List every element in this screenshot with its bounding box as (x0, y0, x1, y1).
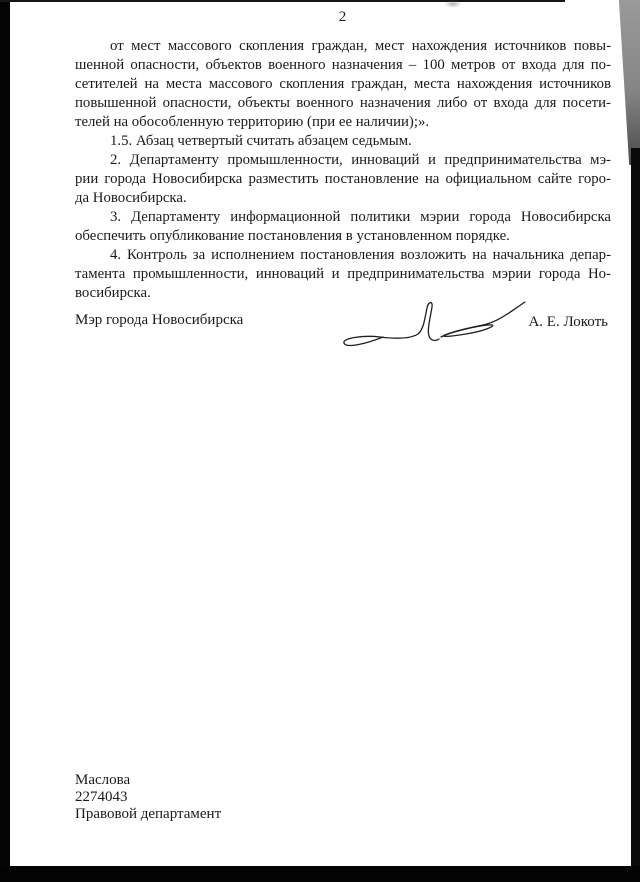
page-number: 2 (338, 9, 347, 25)
executor-line: Маслова (75, 772, 131, 788)
body-line: повышенной опасности, объекты военного назначения либо от входа для посети- (75, 95, 611, 111)
scan-smudge (444, 0, 462, 8)
body-line: 2. Департаменту промышленности, инноваций и предпринимательства мэ- (110, 152, 611, 168)
body-line: 4. Контроль за исполнением постановления возложить на начальника депар- (110, 247, 611, 263)
signer-title: Мэр города Новосибирска (75, 312, 244, 328)
body-line: обеспечить опубликование постановления в установленном порядке. (75, 228, 510, 244)
body-line: телей на обособленную территорию (при ее наличии);». (75, 114, 430, 130)
body-line: восибирска. (75, 285, 151, 301)
scan-edge-left (0, 0, 10, 882)
body-line: рии города Новосибирска разместить постановление на официальном сайте горо- (75, 171, 611, 187)
document-body (75, 37, 611, 303)
body-line: 1.5. Абзац четвертый считать абзацем седьмым. (110, 133, 412, 149)
body-line: да Новосибирска. (75, 190, 187, 206)
scan-edge-right-shadow (616, 0, 640, 165)
body-line: тамента промышленности, инноваций и предпринимательства мэрии города Но- (75, 266, 611, 282)
body-line: сетителей на места массового скопления граждан, места нахождения источников (75, 76, 611, 92)
scan-edge-top (0, 0, 565, 2)
executor-line: 2274043 (75, 789, 128, 805)
signer-name: А. Е. Локоть (528, 314, 608, 330)
scan-edge-right (631, 148, 640, 866)
signature-stroke (338, 295, 528, 351)
scan-edge-bottom (0, 866, 640, 882)
body-line: от мест массового скопления граждан, мест нахождения источников повы- (110, 38, 611, 54)
body-line: 3. Департаменту информационной политики мэрии города Новосибирска (110, 209, 611, 225)
executor-line: Правовой департамент (75, 806, 222, 822)
executor-block (75, 772, 221, 823)
body-line: шенной опасности, объектов военного назначения – 100 метров от входа для по- (75, 57, 611, 73)
